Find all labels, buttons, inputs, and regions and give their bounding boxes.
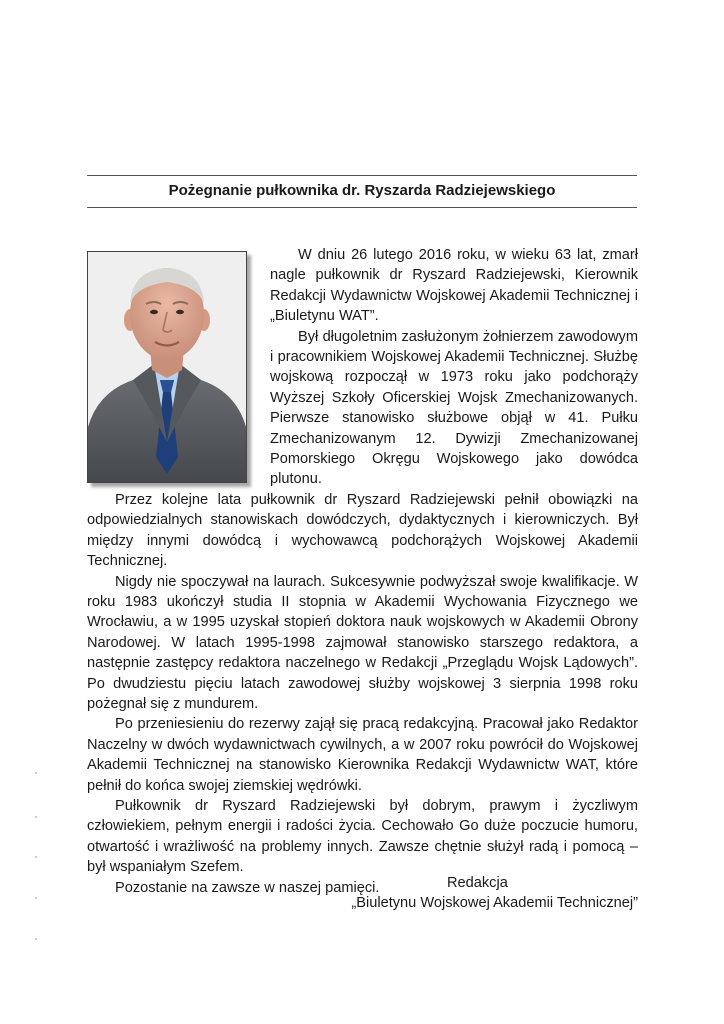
paragraph: Po przeniesieniu do rezerwy zajął się pracą redakcyjną. Pracował jako Redaktor Naczelny w dwóch wydawnictwach cywilnych, a w 2007 roku powrócił do Wojskowej Akademii Technicznej na stanowisko Kierownika Redakcji Wydawnictw WAT, które pełnił do końca swojej ziemskiej wędrówki. <box>87 716 638 794</box>
photo-spacer <box>87 245 270 487</box>
article-body <box>87 245 638 898</box>
paragraph: Był długoletnim zasłużonym żołnierzem zawodowym i pracownikiem Wojskowej Akademii Technicznej. Służbę wojskową rozpoczął w 1973 roku jako podchorąży Wyższej Szkoły Oficerskiej Wojsk Zmechanizowanych. Pierwsze stanowisko służbowe objął w 41. Pułku Zmechanizowanym 12. Dywizji Zmechanizowanej Pomorskiego Okręgu Wojskowego jako dowódca plutonu. <box>270 328 638 488</box>
paragraph: W dniu 26 lutego 2016 roku, w wieku 63 lat, zmarł nagle pułkownik dr Ryszard Radziejewski, Kierownik Redakcji Wydawnictw Wojskowej Akademii Technicznej i „Biuletynu WAT”. <box>270 247 638 325</box>
paragraph: Pozostanie na zawsze w naszej pamięci. <box>115 879 380 896</box>
paragraph: Nigdy nie spoczywał na laurach. Sukcesywnie podwyższał swoje kwalifikacje. W roku 1983 ukończył studia II stopnia w Akademii Wychowania Fizycznego we Wrocławiu, a w 1995 uzyskał stopień doktora nauk wojskowych w Akademii Obrony Narodowej. W latach 1995-1998 zajmował stanowisko starszego redaktora, a następnie zastępcy redaktora naczelnego w Redakcji „Przeglądu Wojsk Lądowych”. Po dwudziestu pięciu latach zawodowej służby wojskowej 3 sierpnia 1998 roku pożegnał się z mundurem. <box>87 573 638 712</box>
title-rule-bottom <box>87 207 637 208</box>
signature <box>87 873 638 914</box>
margin-mark <box>35 938 37 940</box>
signature-line-2: „Biuletynu Wojskowej Akademii Technicznej” <box>351 895 638 912</box>
margin-mark <box>35 856 37 858</box>
margin-mark <box>35 772 37 774</box>
signature-line-1: Redakcja <box>447 875 508 891</box>
title-rule-top <box>87 175 637 176</box>
margin-mark <box>35 816 37 818</box>
paragraph: Przez kolejne lata pułkownik dr Ryszard Radziejewski pełnił obowiązki na odpowiedzialnych stanowiskach dowódczych, dydaktycznych i kierowniczych. Był między innymi dowódcą i wychowawcą podchorążych Wojskowej Akademii Technicznej. <box>87 491 638 570</box>
margin-mark <box>35 897 37 899</box>
paragraph: Pułkownik dr Ryszard Radziejewski był dobrym, prawym i życzliwym człowiekiem, pełnym energii i radości życia. Cechowało Go duże poczucie humoru, otwartość i wrażliwość na problemy innych. Zawsze chętnie służył radą i pomocą – był wspaniałym Szefem. <box>87 797 638 876</box>
page-title: Pożegnanie pułkownika dr. Ryszarda Radziejewskiego <box>168 182 556 199</box>
